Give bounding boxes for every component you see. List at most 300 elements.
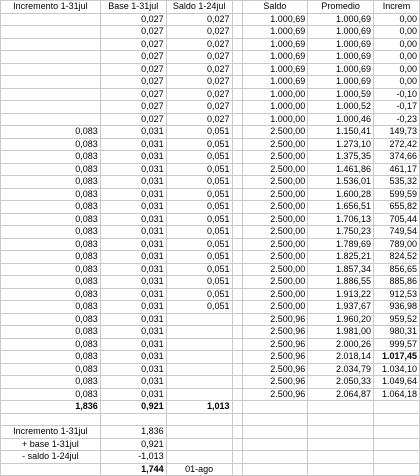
table-cell[interactable]: 2.500,00 <box>242 301 308 314</box>
table-cell[interactable]: 0,031 <box>100 276 166 289</box>
table-cell[interactable] <box>308 401 374 414</box>
table-cell[interactable]: 0,051 <box>166 201 232 214</box>
table-row <box>1 126 420 139</box>
table-cell[interactable] <box>232 176 242 189</box>
table-cell[interactable] <box>232 251 242 264</box>
table-row <box>1 301 420 314</box>
table-cell[interactable] <box>1 38 101 51</box>
table-cell[interactable]: 0,031 <box>100 188 166 201</box>
table-cell[interactable] <box>242 426 308 439</box>
table-cell[interactable] <box>374 426 420 439</box>
table-cell[interactable] <box>1 463 101 476</box>
table-cell[interactable]: 1.000,59 <box>308 88 374 101</box>
table-cell[interactable] <box>232 301 242 314</box>
table-row <box>1 13 420 26</box>
table-cell[interactable]: 0,083 <box>1 363 101 376</box>
table-cell[interactable] <box>166 451 232 464</box>
table-cell[interactable]: 0,00 <box>374 51 420 64</box>
table-cell[interactable]: 0,027 <box>166 63 232 76</box>
table-cell[interactable]: 2.018,14 <box>308 351 374 364</box>
column-header[interactable]: Base 1-31jul <box>100 1 166 14</box>
table-cell[interactable] <box>1 88 101 101</box>
table-cell[interactable]: 1.000,69 <box>308 13 374 26</box>
table-row <box>1 101 420 114</box>
table-cell[interactable]: 1.000,69 <box>308 63 374 76</box>
table-cell[interactable] <box>242 438 308 451</box>
table-cell[interactable]: 1.000,69 <box>242 51 308 64</box>
table-cell[interactable]: 1.886,55 <box>308 276 374 289</box>
table-row <box>1 88 420 101</box>
table-cell[interactable]: 1.960,20 <box>308 313 374 326</box>
table-cell[interactable]: 856,65 <box>374 263 420 276</box>
table-cell[interactable] <box>1 113 101 126</box>
table-cell[interactable] <box>232 63 242 76</box>
table-cell[interactable] <box>232 38 242 51</box>
table-cell[interactable]: 0,031 <box>100 163 166 176</box>
table-cell[interactable]: 1.825,21 <box>308 251 374 264</box>
table-cell[interactable]: 1.273,10 <box>308 138 374 151</box>
table-cell[interactable]: 0,027 <box>100 51 166 64</box>
table-cell[interactable]: 655,82 <box>374 201 420 214</box>
column-header[interactable] <box>232 1 242 14</box>
table-row <box>1 451 420 464</box>
table-cell[interactable]: 885,86 <box>374 276 420 289</box>
table-cell[interactable]: 2.034,79 <box>308 363 374 376</box>
table-cell[interactable] <box>166 426 232 439</box>
table-cell[interactable]: 1.000,69 <box>242 38 308 51</box>
table-cell[interactable]: 0,083 <box>1 263 101 276</box>
table-cell[interactable]: 2.500,96 <box>242 338 308 351</box>
table-cell[interactable] <box>232 276 242 289</box>
table-row <box>1 76 420 89</box>
table-cell[interactable]: 2.500,00 <box>242 276 308 289</box>
table-cell[interactable]: 0,083 <box>1 376 101 389</box>
table-cell[interactable]: 1,013 <box>166 401 232 414</box>
table-cell[interactable] <box>232 226 242 239</box>
table-cell[interactable]: 0,083 <box>1 326 101 339</box>
table-cell[interactable]: 0,031 <box>100 176 166 189</box>
table-cell[interactable]: 0,031 <box>100 301 166 314</box>
table-cell[interactable]: 0,031 <box>100 251 166 264</box>
table-cell[interactable] <box>374 451 420 464</box>
table-cell[interactable] <box>232 326 242 339</box>
table-cell[interactable]: 0,083 <box>1 126 101 139</box>
table-row <box>1 213 420 226</box>
table-cell[interactable] <box>232 88 242 101</box>
table-cell[interactable] <box>232 13 242 26</box>
table-cell[interactable]: 959,52 <box>374 313 420 326</box>
table-cell[interactable]: 0,083 <box>1 163 101 176</box>
table-cell[interactable] <box>232 238 242 251</box>
table-cell[interactable]: 0,027 <box>166 38 232 51</box>
table-cell[interactable] <box>374 463 420 476</box>
header-row <box>1 1 420 14</box>
table-cell[interactable]: 0,083 <box>1 313 101 326</box>
table-cell[interactable] <box>232 388 242 401</box>
table-cell[interactable]: 789,00 <box>374 238 420 251</box>
table-row <box>1 63 420 76</box>
table-cell[interactable]: 0,051 <box>166 213 232 226</box>
table-cell[interactable]: 2.500,00 <box>242 201 308 214</box>
table-cell[interactable] <box>232 413 242 426</box>
table-cell[interactable]: -0,23 <box>374 113 420 126</box>
table-cell[interactable]: 0,027 <box>100 101 166 114</box>
table-cell[interactable]: 0,051 <box>166 301 232 314</box>
table-cell[interactable]: 0,083 <box>1 288 101 301</box>
table-cell[interactable]: 2.500,00 <box>242 226 308 239</box>
table-cell[interactable]: 1.375,35 <box>308 151 374 164</box>
table-cell[interactable]: 1.034,10 <box>374 363 420 376</box>
table-cell[interactable]: 0,051 <box>166 263 232 276</box>
table-cell[interactable]: 0,027 <box>100 113 166 126</box>
column-header[interactable]: Increm <box>374 1 420 14</box>
table-cell[interactable]: 0,051 <box>166 238 232 251</box>
table-cell[interactable] <box>232 438 242 451</box>
table-cell[interactable] <box>374 413 420 426</box>
table-cell[interactable]: 0,031 <box>100 151 166 164</box>
table-cell[interactable]: 2.064,87 <box>308 388 374 401</box>
table-cell[interactable] <box>166 326 232 339</box>
table-cell[interactable]: 2.500,00 <box>242 138 308 151</box>
table-cell[interactable] <box>308 438 374 451</box>
table-cell[interactable] <box>232 101 242 114</box>
table-cell[interactable]: 1.000,00 <box>242 113 308 126</box>
table-cell[interactable]: 0,00 <box>374 76 420 89</box>
table-cell[interactable]: 1.000,69 <box>308 51 374 64</box>
table-cell[interactable]: 0,031 <box>100 313 166 326</box>
table-cell[interactable] <box>166 313 232 326</box>
table-cell[interactable] <box>232 288 242 301</box>
table-cell[interactable] <box>242 413 308 426</box>
table-cell[interactable] <box>232 201 242 214</box>
table-cell[interactable] <box>232 151 242 164</box>
table-cell[interactable]: 1.000,46 <box>308 113 374 126</box>
table-cell[interactable]: 0,027 <box>100 63 166 76</box>
table-cell[interactable]: 0,921 <box>100 438 166 451</box>
table-cell[interactable]: 0,051 <box>166 138 232 151</box>
table-cell[interactable]: 0,031 <box>100 388 166 401</box>
table-row <box>1 438 420 451</box>
table-cell[interactable]: 2.500,00 <box>242 151 308 164</box>
table-cell[interactable]: 980,31 <box>374 326 420 339</box>
table-cell[interactable] <box>232 26 242 39</box>
table-cell[interactable]: 1.656,51 <box>308 201 374 214</box>
table-cell[interactable] <box>232 188 242 201</box>
table-cell[interactable] <box>232 351 242 364</box>
table-cell[interactable] <box>166 413 232 426</box>
table-cell[interactable]: 0,031 <box>100 326 166 339</box>
table-cell[interactable]: 0,027 <box>166 13 232 26</box>
table-cell[interactable] <box>242 401 308 414</box>
table-row <box>1 363 420 376</box>
table-cell[interactable]: 0,051 <box>166 251 232 264</box>
table-cell[interactable]: 1.000,52 <box>308 101 374 114</box>
table-row <box>1 288 420 301</box>
table-cell[interactable] <box>1 76 101 89</box>
table-cell[interactable] <box>166 376 232 389</box>
table-cell[interactable]: 461,17 <box>374 163 420 176</box>
table-cell[interactable]: 0,031 <box>100 351 166 364</box>
table-cell[interactable]: 0,027 <box>166 113 232 126</box>
table-cell[interactable] <box>1 13 101 26</box>
table-cell[interactable]: 2.500,00 <box>242 288 308 301</box>
table-row <box>1 463 420 476</box>
table-cell[interactable]: 0,031 <box>100 338 166 351</box>
table-cell[interactable]: 1.000,00 <box>242 88 308 101</box>
table-cell[interactable]: 0,083 <box>1 213 101 226</box>
table-cell[interactable] <box>232 138 242 151</box>
table-cell[interactable]: 705,44 <box>374 213 420 226</box>
table-cell[interactable]: 272,42 <box>374 138 420 151</box>
table-cell[interactable]: 2.500,00 <box>242 163 308 176</box>
table-cell[interactable]: 0,083 <box>1 351 101 364</box>
table-cell[interactable]: 0,031 <box>100 288 166 301</box>
table-cell[interactable]: 2.500,00 <box>242 126 308 139</box>
table-cell[interactable]: 0,083 <box>1 151 101 164</box>
table-cell[interactable]: 2.050,33 <box>308 376 374 389</box>
column-header[interactable]: Saldo 1-24jul <box>166 1 232 14</box>
table-cell[interactable]: 936,98 <box>374 301 420 314</box>
table-cell[interactable] <box>166 351 232 364</box>
table-cell[interactable] <box>232 76 242 89</box>
table-row <box>1 376 420 389</box>
table-cell[interactable]: 0,083 <box>1 176 101 189</box>
table-cell[interactable]: 0,027 <box>100 26 166 39</box>
table-cell[interactable]: 1.937,67 <box>308 301 374 314</box>
table-cell[interactable]: 0,031 <box>100 263 166 276</box>
table-cell[interactable] <box>166 438 232 451</box>
table-row <box>1 338 420 351</box>
table-cell[interactable]: 1.064,18 <box>374 388 420 401</box>
table-cell[interactable] <box>308 413 374 426</box>
table-cell[interactable]: 1.536,01 <box>308 176 374 189</box>
table-cell[interactable]: 0,031 <box>100 238 166 251</box>
column-header[interactable]: Promedio <box>308 1 374 14</box>
table-cell[interactable]: 1.150,41 <box>308 126 374 139</box>
table-cell[interactable]: 2.500,96 <box>242 363 308 376</box>
table-cell[interactable]: 912,53 <box>374 288 420 301</box>
table-cell[interactable]: 1.913,22 <box>308 288 374 301</box>
table-cell[interactable]: 1,836 <box>100 426 166 439</box>
table-cell[interactable]: 0,031 <box>100 376 166 389</box>
table-cell[interactable]: 1.000,69 <box>242 13 308 26</box>
table-cell[interactable]: 0,027 <box>166 88 232 101</box>
table-cell[interactable] <box>232 126 242 139</box>
table-cell[interactable]: 0,031 <box>100 213 166 226</box>
table-cell[interactable]: 0,051 <box>166 151 232 164</box>
table-cell[interactable] <box>1 51 101 64</box>
table-cell[interactable]: 1.750,23 <box>308 226 374 239</box>
table-row <box>1 151 420 164</box>
table-row <box>1 388 420 401</box>
table-row <box>1 188 420 201</box>
table-cell[interactable] <box>242 451 308 464</box>
table-cell[interactable] <box>232 338 242 351</box>
table-cell[interactable]: 0,027 <box>166 26 232 39</box>
table-cell[interactable]: 2.500,00 <box>242 238 308 251</box>
table-cell[interactable] <box>100 413 166 426</box>
table-cell[interactable]: 1.000,69 <box>308 76 374 89</box>
table-cell[interactable]: 2.500,00 <box>242 213 308 226</box>
table-cell[interactable]: 0,027 <box>100 38 166 51</box>
table-row <box>1 138 420 151</box>
table-cell[interactable]: 2.500,96 <box>242 313 308 326</box>
table-cell[interactable]: 0,083 <box>1 388 101 401</box>
table-cell[interactable]: 0,051 <box>166 126 232 139</box>
table-cell[interactable]: 2.500,96 <box>242 351 308 364</box>
table-row <box>1 163 420 176</box>
table-cell[interactable]: 1.017,45 <box>374 351 420 364</box>
table-cell[interactable]: 0,083 <box>1 201 101 214</box>
table-row <box>1 351 420 364</box>
table-cell[interactable]: 0,051 <box>166 288 232 301</box>
table-cell[interactable]: 0,031 <box>100 201 166 214</box>
table-cell[interactable]: 0,083 <box>1 238 101 251</box>
table-cell[interactable]: 2.000,26 <box>308 338 374 351</box>
table-cell[interactable] <box>232 363 242 376</box>
table-cell[interactable]: 1.706,13 <box>308 213 374 226</box>
table-cell[interactable] <box>232 426 242 439</box>
table-cell[interactable] <box>166 388 232 401</box>
table-cell[interactable]: 0,00 <box>374 13 420 26</box>
table-cell[interactable] <box>242 463 308 476</box>
table-row <box>1 426 420 439</box>
table-cell[interactable]: 1.600,28 <box>308 188 374 201</box>
table-cell[interactable]: 1.857,34 <box>308 263 374 276</box>
table-cell[interactable]: 1.461,86 <box>308 163 374 176</box>
table-cell[interactable]: 1.789,69 <box>308 238 374 251</box>
table-cell[interactable]: 0,083 <box>1 338 101 351</box>
table-cell[interactable]: + base 1-31jul <box>1 438 101 451</box>
table-cell[interactable]: 0,027 <box>100 13 166 26</box>
table-cell[interactable]: 599,59 <box>374 188 420 201</box>
table-cell[interactable] <box>1 413 101 426</box>
table-cell[interactable]: 1.000,69 <box>242 26 308 39</box>
table-cell[interactable] <box>166 363 232 376</box>
table-cell[interactable]: 0,083 <box>1 251 101 264</box>
table-cell[interactable]: 0,921 <box>100 401 166 414</box>
table-row <box>1 113 420 126</box>
table-row <box>1 238 420 251</box>
table-cell[interactable]: 0,027 <box>100 88 166 101</box>
table-cell[interactable] <box>374 401 420 414</box>
table-cell[interactable] <box>1 101 101 114</box>
table-row <box>1 51 420 64</box>
table-cell[interactable]: 0,00 <box>374 63 420 76</box>
table-cell[interactable]: 2.500,00 <box>242 188 308 201</box>
table-cell[interactable] <box>232 313 242 326</box>
table-row <box>1 201 420 214</box>
table-cell[interactable]: 0,031 <box>100 363 166 376</box>
table-cell[interactable]: 2.500,96 <box>242 376 308 389</box>
table-cell[interactable]: 535,32 <box>374 176 420 189</box>
table-cell[interactable]: 0,031 <box>100 126 166 139</box>
table-row <box>1 326 420 339</box>
table-cell[interactable] <box>232 163 242 176</box>
table-cell[interactable]: 0,083 <box>1 188 101 201</box>
table-cell[interactable]: 0,051 <box>166 176 232 189</box>
table-cell[interactable]: 2.500,96 <box>242 326 308 339</box>
table-row <box>1 38 420 51</box>
table-row <box>1 176 420 189</box>
table-cell[interactable]: 1,836 <box>1 401 101 414</box>
table-cell[interactable]: 0,083 <box>1 138 101 151</box>
table-cell[interactable]: Incremento 1-31jul <box>1 426 101 439</box>
table-cell[interactable] <box>1 26 101 39</box>
table-cell[interactable]: 0,031 <box>100 138 166 151</box>
table-cell[interactable]: 0,083 <box>1 301 101 314</box>
table-cell[interactable]: 999,57 <box>374 338 420 351</box>
table-cell[interactable]: 2.500,96 <box>242 388 308 401</box>
table-cell[interactable]: 0,027 <box>166 51 232 64</box>
table-cell[interactable]: 0,027 <box>100 76 166 89</box>
table-row <box>1 226 420 239</box>
column-header[interactable]: Saldo <box>242 1 308 14</box>
table-cell[interactable]: 0,083 <box>1 226 101 239</box>
table-cell[interactable] <box>232 401 242 414</box>
table-row <box>1 413 420 426</box>
table-row <box>1 276 420 289</box>
table-cell[interactable]: - saldo 1-24jul <box>1 451 101 464</box>
table-cell[interactable]: 0,051 <box>166 163 232 176</box>
table-cell[interactable]: 2.500,00 <box>242 251 308 264</box>
table-cell[interactable]: 0,027 <box>166 76 232 89</box>
table-cell[interactable]: 1.000,00 <box>242 101 308 114</box>
table-cell[interactable]: 0,00 <box>374 26 420 39</box>
table-cell[interactable] <box>232 213 242 226</box>
table-cell[interactable] <box>232 51 242 64</box>
table-row <box>1 401 420 414</box>
table-cell[interactable] <box>232 451 242 464</box>
table-cell[interactable]: 1.981,00 <box>308 326 374 339</box>
table-cell[interactable]: 0,00 <box>374 38 420 51</box>
table-cell[interactable]: 1.049,64 <box>374 376 420 389</box>
table-cell[interactable]: 1,744 <box>100 463 166 476</box>
table-cell[interactable] <box>232 113 242 126</box>
table-cell[interactable]: 01-ago <box>166 463 232 476</box>
table-cell[interactable]: 1.000,69 <box>242 76 308 89</box>
table-cell[interactable] <box>232 463 242 476</box>
table-cell[interactable]: 0,051 <box>166 188 232 201</box>
table-cell[interactable] <box>308 426 374 439</box>
table-cell[interactable]: 149,73 <box>374 126 420 139</box>
table-cell[interactable]: 1.000,69 <box>242 63 308 76</box>
table-cell[interactable]: 0,051 <box>166 276 232 289</box>
table-cell[interactable]: 0,083 <box>1 276 101 289</box>
table-cell[interactable]: 0,027 <box>166 101 232 114</box>
table-cell[interactable] <box>308 451 374 464</box>
table-cell[interactable]: -1,013 <box>100 451 166 464</box>
table-cell[interactable]: 0,051 <box>166 226 232 239</box>
table-cell[interactable]: -0,10 <box>374 88 420 101</box>
table-cell[interactable] <box>1 63 101 76</box>
table-cell[interactable]: 1.000,69 <box>308 38 374 51</box>
table-cell[interactable]: 2.500,00 <box>242 263 308 276</box>
table-cell[interactable]: 0,031 <box>100 226 166 239</box>
table-cell[interactable]: 2.500,00 <box>242 176 308 189</box>
table-cell[interactable] <box>308 463 374 476</box>
table-cell[interactable] <box>166 338 232 351</box>
table-cell[interactable] <box>374 438 420 451</box>
table-cell[interactable]: 374,66 <box>374 151 420 164</box>
table-cell[interactable]: 1.000,69 <box>308 26 374 39</box>
table-cell[interactable]: -0,17 <box>374 101 420 114</box>
table-cell[interactable]: 824,52 <box>374 251 420 264</box>
column-header[interactable]: Incremento 1-31jul <box>1 1 101 14</box>
table-cell[interactable] <box>232 263 242 276</box>
table-cell[interactable]: 749,54 <box>374 226 420 239</box>
table-cell[interactable] <box>232 376 242 389</box>
